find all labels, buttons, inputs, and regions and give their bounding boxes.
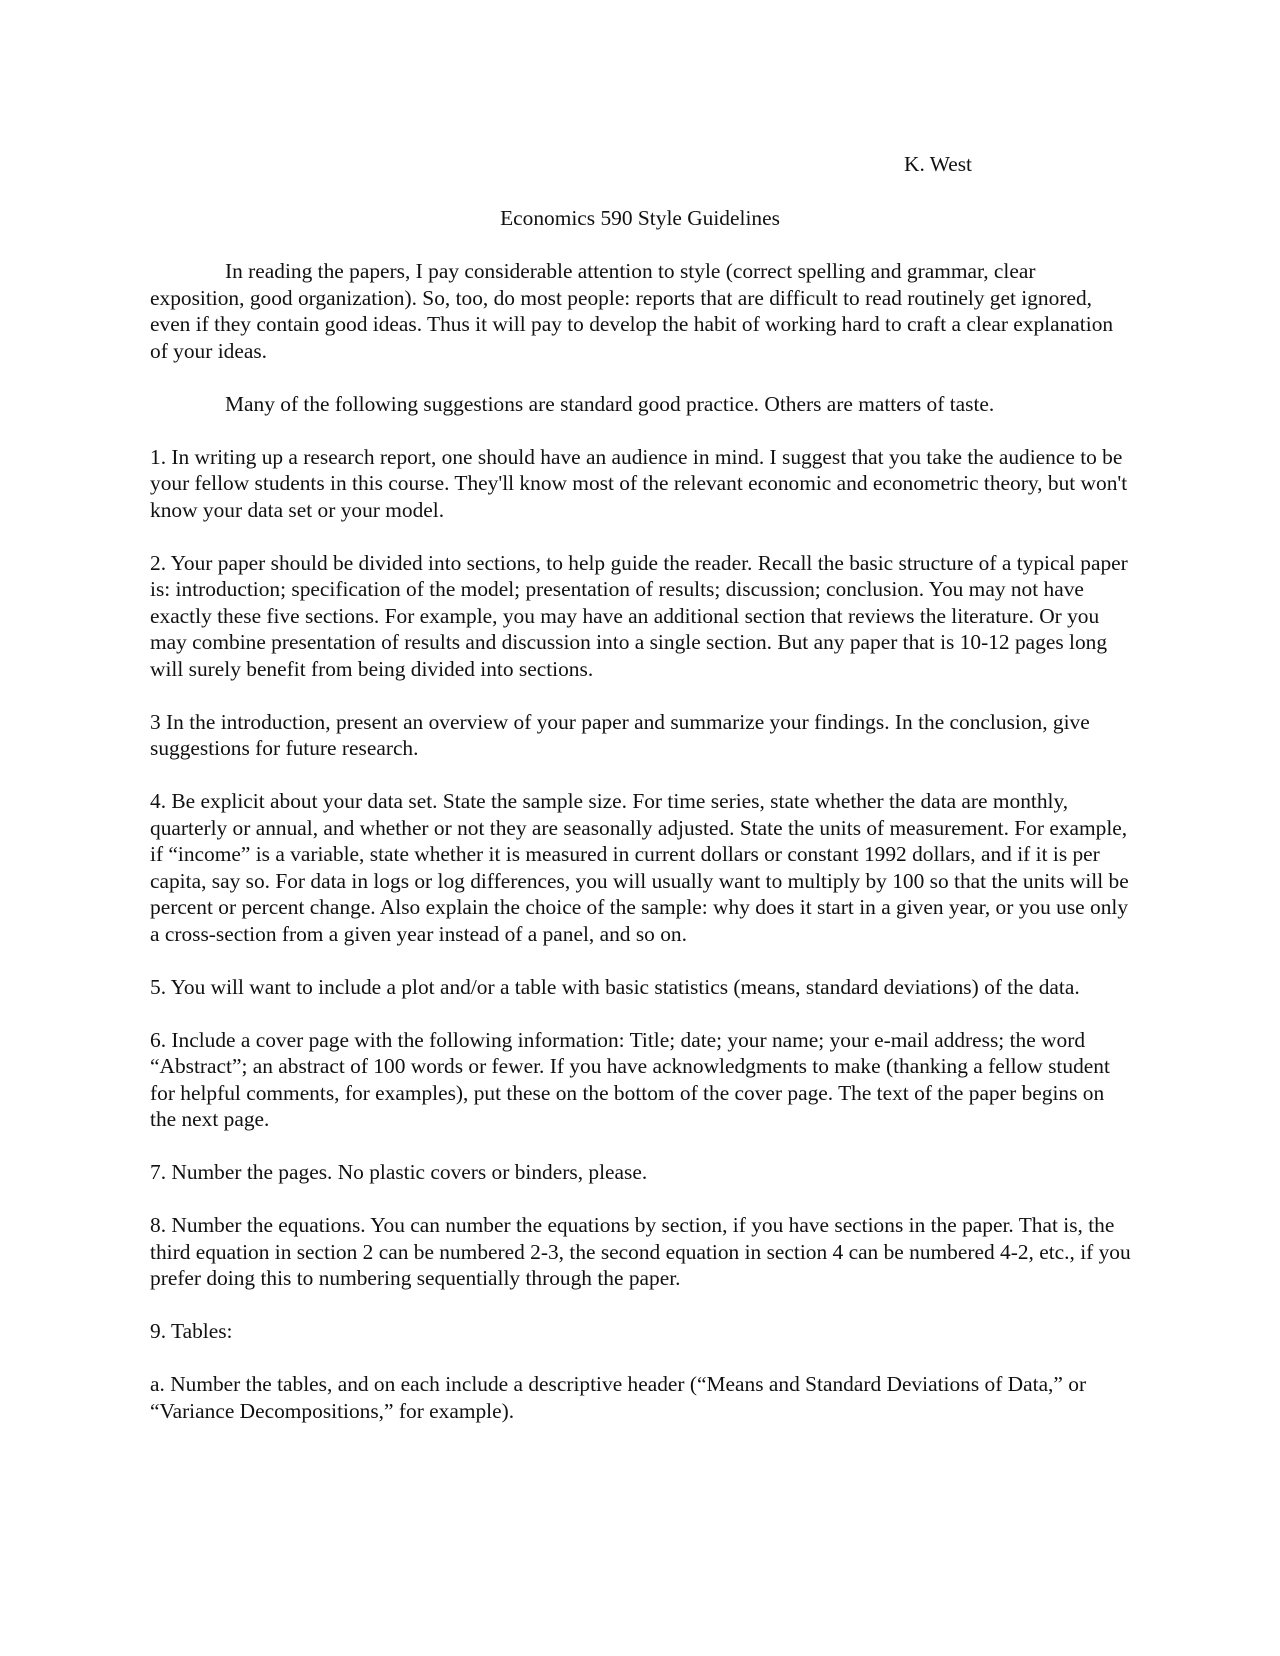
guideline-item-6: 6. Include a cover page with the following information: Title; date; your name; your e-mail address; the word “Abstract”; an abstract of 100 words or fewer. If you have acknowledgments to make (thanking a fellow student for helpful comments, for examples), put these on the bottom of the cover page. The text of the paper begins on the next page. [150, 1027, 1110, 1131]
document-title: Economics 590 Style Guidelines [500, 206, 780, 230]
guideline-item-7: 7. Number the pages. No plastic covers or binders, please. [150, 1160, 648, 1184]
practice-paragraph: Many of the following suggestions are standard good practice. Others are matters of taste. [225, 391, 995, 416]
document-body [150, 258, 1132, 1451]
guideline-item-1: 1. In writing up a research report, one should have an audience in mind. I suggest that you take the audience to be your fellow students in this course. They'll know most of the relevant economic and econometric theory, but won't know your data set or your model. [150, 444, 1128, 522]
guideline-item-2: 2. Your paper should be divided into sections, to help guide the reader. Recall the basic structure of a typical paper is: introduction; specification of the model; presentation of results; discussion; conclusion. You may not have exactly these five sections. For example, you may have an additional section that reviews the literature. Or you may combine presentation of results and discussion into a single section. But any paper that is 10-12 pages long will surely benefit from being divided into sections. [150, 550, 1128, 681]
guideline-item-3: 3 In the introduction, present an overview of your paper and summarize your findings. In the conclusion, give suggestions for future research. [150, 709, 1090, 760]
guideline-item-5: 5. You will want to include a plot and/or a table with basic statistics (means, standard deviations) of the data. [150, 974, 1080, 999]
guideline-item-9: 9. Tables: [150, 1319, 233, 1343]
guideline-item-4: 4. Be explicit about your data set. State the sample size. For time series, state whether the data are monthly, quarterly or annual, and whether or not they are seasonally adjusted. State the units of measurement. For example, if “income” is a variable, state whether it is measured in current dollars or constant 1992 dollars, and if it is per capita, say so. For data in logs or log differences, you will usually want to multiply by 100 so that the units will be percent or percent change. Also explain the choice of the sample: why does it start in a given year, or you use only a cross-section from a given year instead of a panel, and so on. [150, 789, 1129, 946]
guideline-item-9a: a. Number the tables, and on each include a descriptive header (“Means and Standard Deviations of Data,” or “Variance Decompositions,” for example). [150, 1372, 1087, 1423]
author-name: K. West [904, 152, 972, 176]
guideline-item-8: 8. Number the equations. You can number the equations by section, if you have sections in the paper. That is, the third equation in section 2 can be numbered 2-3, the second equation in section 4 can be numbered 4-2, etc., if you prefer doing this to numbering sequentially through the paper. [150, 1213, 1131, 1290]
intro-paragraph: In reading the papers, I pay considerable attention to style (correct spelling and grammar, clear exposition, good organization). So, too, do most people: reports that are difficult to read routinely get ignored, even if they contain good ideas. Thus it will pay to develop the habit of working hard to craft a clear explanation of your ideas. [150, 259, 1114, 363]
